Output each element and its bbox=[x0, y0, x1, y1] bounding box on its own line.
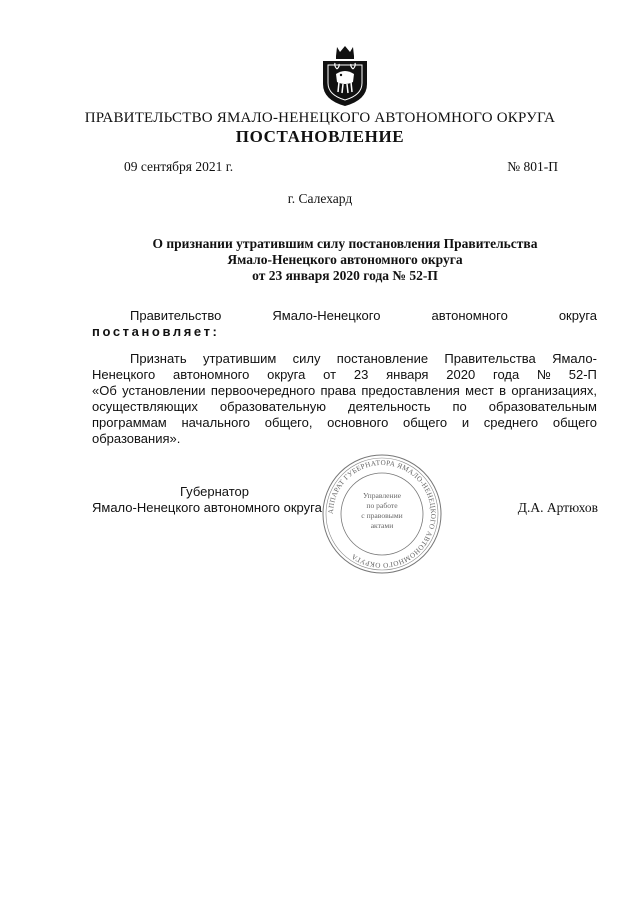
body-word: автономного bbox=[173, 367, 250, 382]
body-word: утратившим bbox=[202, 351, 277, 366]
body-word: и bbox=[461, 415, 470, 430]
subject-line: от 23 января 2020 года № 52-П bbox=[252, 268, 438, 283]
body-word: Ямало- bbox=[552, 351, 597, 366]
body-word: осуществляющих bbox=[92, 399, 198, 414]
coat-of-arms-icon bbox=[320, 44, 370, 108]
body-word: среднего bbox=[483, 415, 539, 430]
body-word: округа bbox=[267, 367, 306, 382]
body-word: Правительства bbox=[444, 351, 536, 366]
signer-region: Ямало-Ненецкого автономного округа bbox=[92, 500, 322, 515]
document-number: № 801-П bbox=[507, 159, 558, 174]
body-word: программам bbox=[92, 415, 167, 430]
stamp-inner-text: актами bbox=[370, 521, 394, 530]
body-paragraph bbox=[92, 351, 597, 447]
body-word: № bbox=[537, 367, 551, 382]
body-word: «Об bbox=[92, 383, 117, 398]
body-word: 52-П bbox=[568, 367, 597, 382]
body-word: мест bbox=[465, 383, 494, 398]
official-stamp bbox=[320, 452, 444, 576]
body-last-line: образования». bbox=[92, 431, 181, 446]
body-word: установлении bbox=[122, 383, 206, 398]
body-word: образовательную bbox=[219, 399, 327, 414]
body-word: основного bbox=[327, 415, 389, 430]
document-city: г. Салехард bbox=[287, 191, 353, 206]
body-word: организациях, bbox=[511, 383, 597, 398]
body-word: первоочередного bbox=[210, 383, 316, 398]
stamp-inner-text: по работе bbox=[366, 501, 398, 510]
preamble-word: автономного bbox=[431, 308, 508, 323]
body-word: 23 bbox=[353, 367, 369, 382]
body-word: общего bbox=[552, 415, 597, 430]
stamp-inner-text: с правовыми bbox=[361, 511, 403, 520]
decree-word: постановляет: bbox=[92, 324, 220, 339]
body-word: деятельность bbox=[348, 399, 431, 414]
body-word: начального bbox=[181, 415, 251, 430]
document-subject bbox=[90, 236, 600, 284]
body-word: Признать bbox=[130, 351, 187, 366]
body-word: постановление bbox=[336, 351, 429, 366]
body-word: января bbox=[386, 367, 429, 382]
subject-line: Ямало-Ненецкого автономного округа bbox=[227, 252, 463, 267]
body-word: от bbox=[323, 367, 337, 382]
body-line bbox=[92, 367, 597, 383]
body-word: в bbox=[499, 383, 507, 398]
preamble-word: округа bbox=[558, 308, 597, 323]
preamble-word: Ямало-Ненецкого bbox=[272, 308, 381, 323]
preamble bbox=[92, 308, 597, 339]
preamble-word: Правительство bbox=[130, 308, 222, 323]
body-line bbox=[92, 415, 597, 431]
body-line bbox=[92, 383, 597, 399]
body-word: Ненецкого bbox=[92, 367, 156, 382]
signer-title bbox=[92, 484, 352, 516]
body-word: предоставления bbox=[361, 383, 460, 398]
signer-position: Губернатор bbox=[180, 484, 249, 499]
subject-line: О признании утратившим силу постановления Правительства bbox=[152, 236, 538, 251]
preamble-line bbox=[92, 308, 597, 323]
body-line bbox=[92, 399, 597, 415]
body-line bbox=[92, 351, 597, 367]
signer-name: Д.А. Артюхов bbox=[517, 500, 598, 515]
document-type: ПОСТАНОВЛЕНИЕ bbox=[235, 127, 405, 146]
body-word: года bbox=[492, 367, 520, 382]
body-word: силу bbox=[292, 351, 321, 366]
body-word: образовательным bbox=[488, 399, 597, 414]
stamp-ring-text: АППАРАТ ГУБЕРНАТОРА ЯМАЛО-НЕНЕЦКОГО АВТОНОМНОГО ОКРУГА bbox=[326, 458, 438, 570]
body-word: 2020 bbox=[446, 367, 476, 382]
body-word: права bbox=[320, 383, 357, 398]
government-title: ПРАВИТЕЛЬСТВО ЯМАЛО-НЕНЕЦКОГО АВТОНОМНОГО ОКРУГА bbox=[84, 110, 556, 126]
body-word: общего bbox=[403, 415, 448, 430]
document-date: 09 сентября 2021 г. bbox=[124, 159, 234, 174]
body-word: по bbox=[452, 399, 467, 414]
body-word: общего, bbox=[264, 415, 313, 430]
stamp-inner-text: Управление bbox=[362, 491, 402, 500]
